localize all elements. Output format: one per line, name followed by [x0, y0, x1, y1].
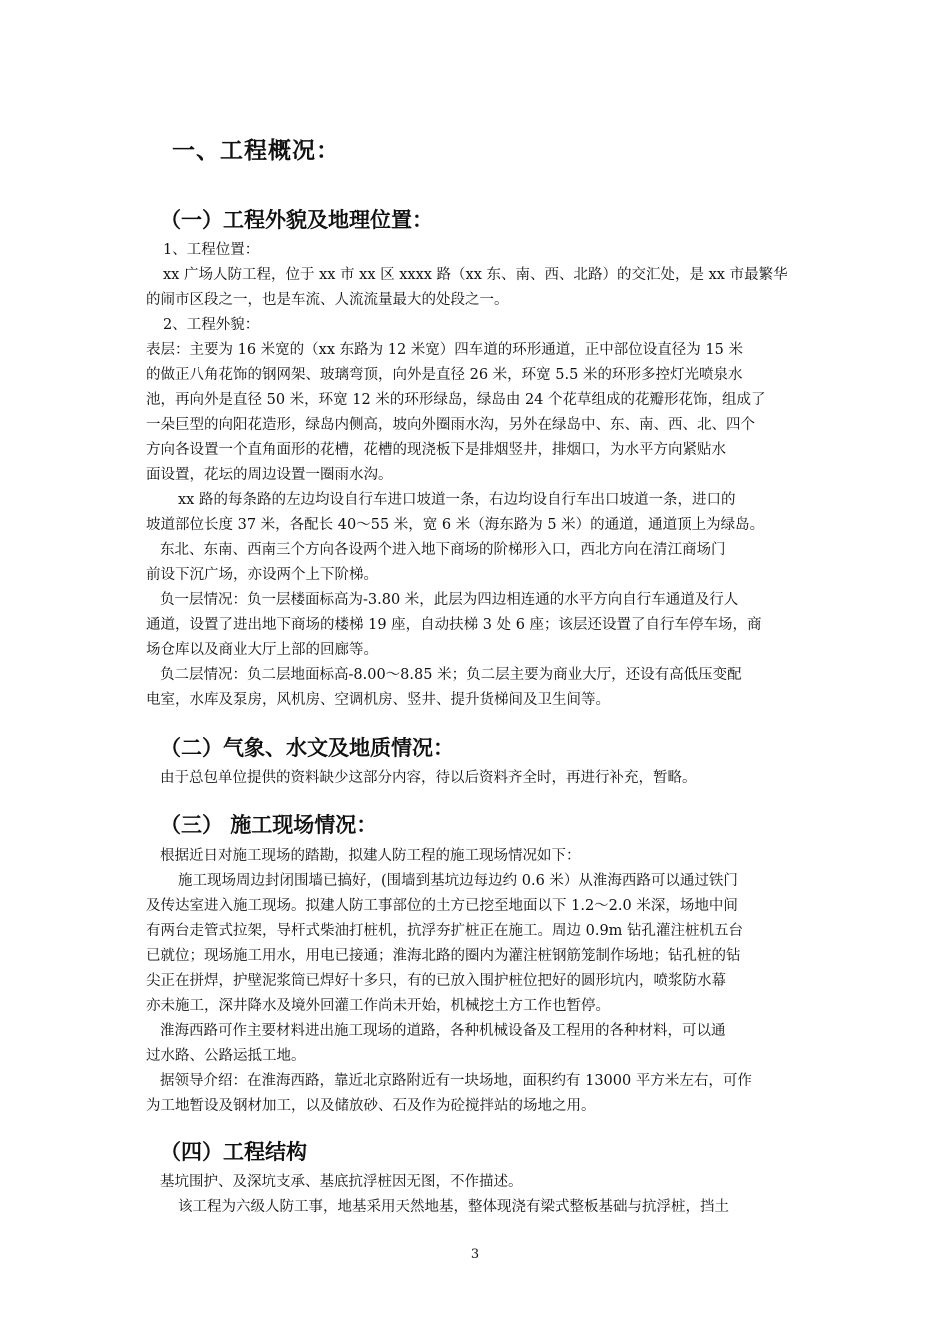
text-line: 表层：主要为 16 米宽的（xx 东路为 12 米宽）四车道的环形通道，正中部位设直径为 15 米	[146, 342, 743, 358]
section3-heading: （三） 施工现场情况：	[160, 813, 378, 837]
item2-label: 2、工程外貌：	[163, 317, 260, 333]
page-number: 3	[470, 1247, 480, 1262]
text-line: 负一层情况：负一层楼面标高为-3.80 米，此层为四边相连通的水平方向自行车通道及行人	[160, 592, 739, 608]
text-line: 池，再向外是直径 50 米，环宽 12 米的环形绿岛，绿岛由 24 个花草组成的花瓣形花饰，组成了	[146, 392, 766, 408]
text-line: 已就位；现场施工用水，用电已接通；淮海北路的圈内为灌注桩钢筋笼制作场地；钻孔桩的钻	[146, 948, 741, 964]
text-line: 根据近日对施工现场的踏勘，拟建人防工程的施工现场情况如下：	[160, 848, 581, 864]
text-line: 由于总包单位提供的资料缺少这部分内容，待以后资料齐全时，再进行补充，暂略。	[160, 770, 697, 786]
text-line: 一朵巨型的向阳花造形，绿岛内侧高，坡向外圈雨水沟，另外在绿岛中、东、南、西、北、四个	[146, 417, 755, 433]
text-line: 基坑围护、及深坑支承、基底抗浮桩因无图，不作描述。	[160, 1174, 523, 1190]
item1-label: 1、工程位置：	[163, 242, 260, 258]
text-line: 的做正八角花饰的钢网架、玻璃弯顶，向外是直径 26 米，环宽 5.5 米的环形多控灯光喷泉水	[146, 367, 743, 383]
text-line: 负二层情况：负二层地面标高-8.00～8.85 米；负二层主要为商业大厅，还设有高低压变配	[160, 667, 742, 683]
section1-heading: （一）工程外貌及地理位置：	[160, 208, 433, 232]
text-line: 通道，设置了进出地下商场的楼梯 19 座，自动扶梯 3 处 6 座；该层还设置了自行车停车场，商	[146, 617, 762, 633]
text-line: 施工现场周边封闭围墙已搞好，(围墙到基坑边每边约 0.6 米）从淮海西路可以通过铁门	[178, 873, 738, 889]
text-line: xx 广场人防工程，位于 xx 市 xx 区 xxxx 路（xx 东、南、西、北路）的交汇处，是 xx 市最繁华	[163, 267, 788, 283]
text-line: 据领导介绍：在淮海西路，靠近北京路附近有一块场地，面积约有 13000 平方米左右，可作	[160, 1073, 752, 1089]
section2-heading: （二）气象、水文及地质情况：	[160, 736, 454, 760]
section4-heading: （四）工程结构	[160, 1140, 307, 1164]
text-line: 的闹市区段之一，也是车流、人流流量最大的处段之一。	[146, 292, 509, 308]
chapter-title: 一、工程概况：	[172, 138, 340, 164]
text-line: 过水路、公路运抵工地。	[146, 1048, 306, 1064]
text-line: 方向各设置一个直角面形的花槽，花槽的现浇板下是排烟竖井，排烟口，为水平方向紧贴水	[146, 442, 726, 458]
text-line: 该工程为六级人防工事，地基采用天然地基，整体现浇有梁式整板基础与抗浮桩，挡土	[178, 1199, 729, 1215]
text-line: 为工地暂设及钢材加工，以及储放砂、石及作为砼搅拌站的场地之用。	[146, 1098, 596, 1114]
text-line: 亦未施工，深井降水及境外回灌工作尚未开始，机械挖土方工作也暂停。	[146, 998, 610, 1014]
text-line: 前设下沉广场，亦设两个上下阶梯。	[146, 567, 378, 583]
text-line: 电室，水库及泵房，风机房、空调机房、竖井、提升货梯间及卫生间等。	[146, 692, 610, 708]
text-line: 场仓库以及商业大厅上部的回廊等。	[146, 642, 378, 658]
text-line: 尖正在拼焊，护壁泥浆筒已焊好十多只，有的已放入围护桩位把好的圆形坑内，喷浆防水幕	[146, 973, 726, 989]
text-line: 东北、东南、西南三个方向各设两个进入地下商场的阶梯形入口，西北方向在清江商场门	[160, 542, 726, 558]
text-line: 淮海西路可作主要材料进出施工现场的道路，各种机械设备及工程用的各种材料，可以通	[160, 1023, 726, 1039]
text-line: 面设置，花坛的周边设置一圈雨水沟。	[146, 467, 393, 483]
text-line: 坡道部位长度 37 米，各配长 40～55 米，宽 6 米（海东路为 5 米）的通道，通道顶上为绿岛。	[146, 517, 765, 533]
text-line: 及传达室进入施工现场。拟建人防工事部位的土方已挖至地面以下 1.2～2.0 米深，场地中间	[146, 898, 738, 914]
text-line: xx 路的每条路的左边均设自行车进口坡道一条，右边均设自行车出口坡道一条，进口的	[178, 492, 736, 508]
text-line: 有两台走管式拉架，导杆式柴油打桩机，抗浮夯扩桩正在施工。周边 0.9m 钻孔灌注桩机五台	[146, 923, 744, 939]
